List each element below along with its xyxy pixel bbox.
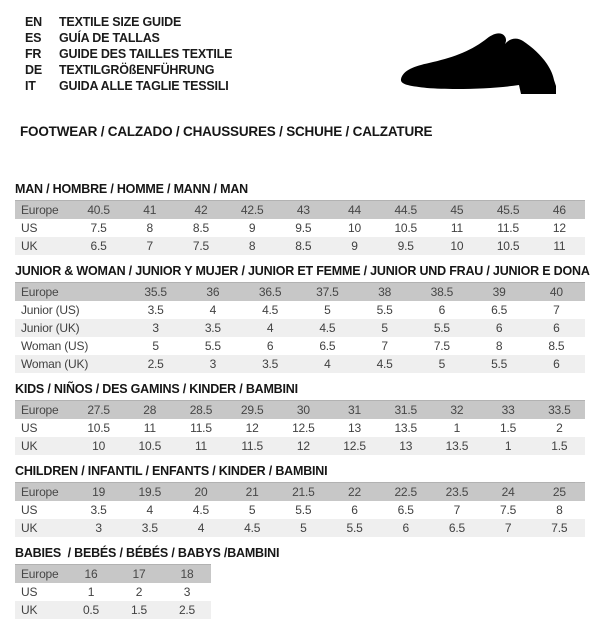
size-value: 5 xyxy=(127,337,184,355)
language-code: IT xyxy=(25,79,36,93)
size-value: 30 xyxy=(278,401,329,420)
row-label: UK xyxy=(15,237,73,255)
size-table xyxy=(15,564,211,619)
size-table-title: BABIES / BEBÉS / BÉBÉS / BABYS /BAMBINI xyxy=(15,546,280,560)
size-value: 8 xyxy=(124,219,175,237)
size-value: 10 xyxy=(329,219,380,237)
size-header-row xyxy=(15,201,585,220)
size-value: 11 xyxy=(124,419,175,437)
size-value: 8 xyxy=(534,501,585,519)
size-value: 36 xyxy=(184,283,241,302)
size-value: 3.5 xyxy=(127,301,184,319)
size-value: 45.5 xyxy=(483,201,534,220)
size-value: 10.5 xyxy=(380,219,431,237)
size-value: 38.5 xyxy=(413,283,470,302)
size-table-section xyxy=(15,464,585,537)
size-value: 6.5 xyxy=(431,519,482,537)
size-value: 3.5 xyxy=(124,519,175,537)
size-value: 44 xyxy=(329,201,380,220)
size-value: 8 xyxy=(227,237,278,255)
language-code: ES xyxy=(25,31,42,45)
size-value: 21.5 xyxy=(278,483,329,502)
size-table xyxy=(15,282,585,373)
size-value: 10.5 xyxy=(124,437,175,455)
size-value: 13 xyxy=(329,419,380,437)
size-table-title: KIDS / NIÑOS / DES GAMINS / KINDER / BAMBINI xyxy=(15,382,298,396)
size-table-title: JUNIOR & WOMAN / JUNIOR Y MUJER / JUNIOR ET FEMME / JUNIOR UND FRAU / JUNIOR E DONA xyxy=(15,264,590,278)
language-code: EN xyxy=(25,15,42,29)
size-value: 7.5 xyxy=(413,337,470,355)
size-table-title: MAN / HOMBRE / HOMME / MANN / MAN xyxy=(15,182,248,196)
size-value: 6 xyxy=(528,319,585,337)
size-value: 39 xyxy=(471,283,528,302)
size-value: 5 xyxy=(413,355,470,373)
size-value: 38 xyxy=(356,283,413,302)
size-value: 6.5 xyxy=(380,501,431,519)
size-value: 16 xyxy=(67,565,115,584)
size-table xyxy=(15,400,585,455)
size-value: 40 xyxy=(528,283,585,302)
size-table-section xyxy=(15,382,585,455)
size-value: 37.5 xyxy=(299,283,356,302)
size-value: 13.5 xyxy=(431,437,482,455)
row-label: Junior (UK) xyxy=(15,319,127,337)
size-row xyxy=(15,219,585,237)
size-value: 7 xyxy=(124,237,175,255)
size-value: 31 xyxy=(329,401,380,420)
row-label: US xyxy=(15,419,73,437)
size-table-section xyxy=(15,264,590,373)
row-label: UK xyxy=(15,437,73,455)
size-value: 9 xyxy=(329,237,380,255)
size-value: 42 xyxy=(175,201,226,220)
size-header-row xyxy=(15,401,585,420)
size-value: 5 xyxy=(299,301,356,319)
size-value: 3.5 xyxy=(184,319,241,337)
size-value: 1 xyxy=(483,437,534,455)
size-value: 4 xyxy=(124,501,175,519)
row-label: Woman (UK) xyxy=(15,355,127,373)
size-value: 6.5 xyxy=(471,301,528,319)
size-value: 43 xyxy=(278,201,329,220)
size-value: 6 xyxy=(528,355,585,373)
size-value: 3.5 xyxy=(73,501,124,519)
size-value: 11 xyxy=(534,237,585,255)
size-value: 2 xyxy=(534,419,585,437)
size-value: 4.5 xyxy=(299,319,356,337)
size-value: 12.5 xyxy=(329,437,380,455)
size-value: 11 xyxy=(175,437,226,455)
size-value: 6.5 xyxy=(73,237,124,255)
size-value: 28.5 xyxy=(175,401,226,420)
size-value: 5.5 xyxy=(471,355,528,373)
size-value: 18 xyxy=(163,565,211,584)
size-value: 1.5 xyxy=(483,419,534,437)
size-value: 4.5 xyxy=(242,301,299,319)
size-value: 22 xyxy=(329,483,380,502)
size-value: 11.5 xyxy=(227,437,278,455)
size-value: 5.5 xyxy=(356,301,413,319)
language-code: FR xyxy=(25,47,42,61)
size-value: 27.5 xyxy=(73,401,124,420)
size-value: 8 xyxy=(471,337,528,355)
size-value: 9.5 xyxy=(380,237,431,255)
size-tables xyxy=(15,182,590,619)
size-value: 6 xyxy=(471,319,528,337)
size-value: 31.5 xyxy=(380,401,431,420)
size-row xyxy=(15,237,585,255)
size-table xyxy=(15,482,585,537)
size-value: 9.5 xyxy=(278,219,329,237)
language-code: DE xyxy=(25,63,42,77)
size-row xyxy=(15,583,211,601)
size-value: 11.5 xyxy=(483,219,534,237)
size-value: 13.5 xyxy=(380,419,431,437)
size-value: 29.5 xyxy=(227,401,278,420)
size-value: 22.5 xyxy=(380,483,431,502)
language-label: GUIDE DES TAILLES TEXTILE xyxy=(59,47,233,61)
size-value: 44.5 xyxy=(380,201,431,220)
row-label: US xyxy=(15,501,73,519)
size-value: 8.5 xyxy=(175,219,226,237)
size-value: 7.5 xyxy=(483,501,534,519)
row-label: US xyxy=(15,583,67,601)
size-value: 3 xyxy=(163,583,211,601)
size-value: 45 xyxy=(431,201,482,220)
size-row xyxy=(15,319,585,337)
size-value: 2.5 xyxy=(127,355,184,373)
row-label: Woman (US) xyxy=(15,337,127,355)
size-value: 4.5 xyxy=(227,519,278,537)
size-value: 20 xyxy=(175,483,226,502)
size-row xyxy=(15,301,585,319)
size-value: 1.5 xyxy=(534,437,585,455)
size-value: 1.5 xyxy=(115,601,163,619)
size-value: 12.5 xyxy=(278,419,329,437)
size-table xyxy=(15,200,585,255)
size-table-section xyxy=(15,182,585,255)
size-value: 4.5 xyxy=(175,501,226,519)
size-value: 10.5 xyxy=(73,419,124,437)
size-value: 12 xyxy=(278,437,329,455)
size-value: 7.5 xyxy=(73,219,124,237)
size-value: 7 xyxy=(483,519,534,537)
size-value: 23.5 xyxy=(431,483,482,502)
size-value: 4 xyxy=(242,319,299,337)
size-value: 3 xyxy=(184,355,241,373)
row-label: Europe xyxy=(15,565,67,584)
size-value: 10.5 xyxy=(483,237,534,255)
size-value: 4 xyxy=(175,519,226,537)
row-label: Europe xyxy=(15,201,73,220)
size-value: 12 xyxy=(227,419,278,437)
row-label: UK xyxy=(15,601,67,619)
language-label: GUÍA DE TALLAS xyxy=(59,31,160,45)
size-value: 17 xyxy=(115,565,163,584)
size-value: 7.5 xyxy=(534,519,585,537)
size-value: 7 xyxy=(356,337,413,355)
size-value: 1 xyxy=(67,583,115,601)
size-value: 3.5 xyxy=(242,355,299,373)
size-table-title: CHILDREN / INFANTIL / ENFANTS / KINDER / BAMBINI xyxy=(15,464,328,478)
size-value: 41 xyxy=(124,201,175,220)
size-header-row xyxy=(15,283,585,302)
size-value: 33.5 xyxy=(534,401,585,420)
size-value: 5.5 xyxy=(413,319,470,337)
size-table-section xyxy=(15,546,585,619)
size-row xyxy=(15,519,585,537)
size-value: 3 xyxy=(73,519,124,537)
size-row xyxy=(15,437,585,455)
size-row xyxy=(15,601,211,619)
size-header-row xyxy=(15,565,211,584)
row-label: Junior (US) xyxy=(15,301,127,319)
language-label: TEXTILE SIZE GUIDE xyxy=(59,15,182,29)
size-value: 9 xyxy=(227,219,278,237)
size-value: 5.5 xyxy=(278,501,329,519)
size-value: 11.5 xyxy=(175,419,226,437)
size-value: 5.5 xyxy=(184,337,241,355)
size-value: 40.5 xyxy=(73,201,124,220)
size-value: 7 xyxy=(528,301,585,319)
row-label: US xyxy=(15,219,73,237)
size-row xyxy=(15,355,585,373)
size-value: 4 xyxy=(299,355,356,373)
size-value: 28 xyxy=(124,401,175,420)
size-value: 24 xyxy=(483,483,534,502)
size-value: 12 xyxy=(534,219,585,237)
size-value: 10 xyxy=(431,237,482,255)
size-value: 21 xyxy=(227,483,278,502)
size-value: 6.5 xyxy=(299,337,356,355)
size-value: 3 xyxy=(127,319,184,337)
row-label: Europe xyxy=(15,283,127,302)
size-value: 8.5 xyxy=(278,237,329,255)
size-value: 32 xyxy=(431,401,482,420)
row-label: Europe xyxy=(15,483,73,502)
row-label: Europe xyxy=(15,401,73,420)
size-header-row xyxy=(15,483,585,502)
size-value: 25 xyxy=(534,483,585,502)
size-value: 42.5 xyxy=(227,201,278,220)
row-label: UK xyxy=(15,519,73,537)
size-value: 2.5 xyxy=(163,601,211,619)
size-value: 10 xyxy=(73,437,124,455)
size-value: 13 xyxy=(380,437,431,455)
size-value: 6 xyxy=(329,501,380,519)
language-label: TEXTILGRÖßENFÜHRUNG xyxy=(59,63,215,77)
size-value: 11 xyxy=(431,219,482,237)
size-row xyxy=(15,419,585,437)
size-value: 46 xyxy=(534,201,585,220)
size-value: 5 xyxy=(278,519,329,537)
language-label: GUIDA ALLE TAGLIE TESSILI xyxy=(59,79,229,93)
size-value: 35.5 xyxy=(127,283,184,302)
size-value: 6 xyxy=(242,337,299,355)
size-value: 7 xyxy=(431,501,482,519)
size-value: 2 xyxy=(115,583,163,601)
size-value: 19.5 xyxy=(124,483,175,502)
size-value: 4.5 xyxy=(356,355,413,373)
language-list xyxy=(25,14,232,94)
size-row xyxy=(15,337,585,355)
page-header xyxy=(0,0,600,110)
size-value: 5 xyxy=(356,319,413,337)
size-value: 1 xyxy=(431,419,482,437)
size-value: 8.5 xyxy=(528,337,585,355)
size-value: 0.5 xyxy=(67,601,115,619)
size-value: 6 xyxy=(413,301,470,319)
size-value: 33 xyxy=(483,401,534,420)
size-value: 7.5 xyxy=(175,237,226,255)
size-value: 6 xyxy=(380,519,431,537)
size-value: 36.5 xyxy=(242,283,299,302)
size-value: 4 xyxy=(184,301,241,319)
category-title: FOOTWEAR / CALZADO / CHAUSSURES / SCHUHE / CALZATURE xyxy=(20,124,433,139)
size-value: 19 xyxy=(73,483,124,502)
dress-shoe-icon xyxy=(394,22,576,107)
size-value: 5 xyxy=(227,501,278,519)
size-value: 5.5 xyxy=(329,519,380,537)
size-row xyxy=(15,501,585,519)
